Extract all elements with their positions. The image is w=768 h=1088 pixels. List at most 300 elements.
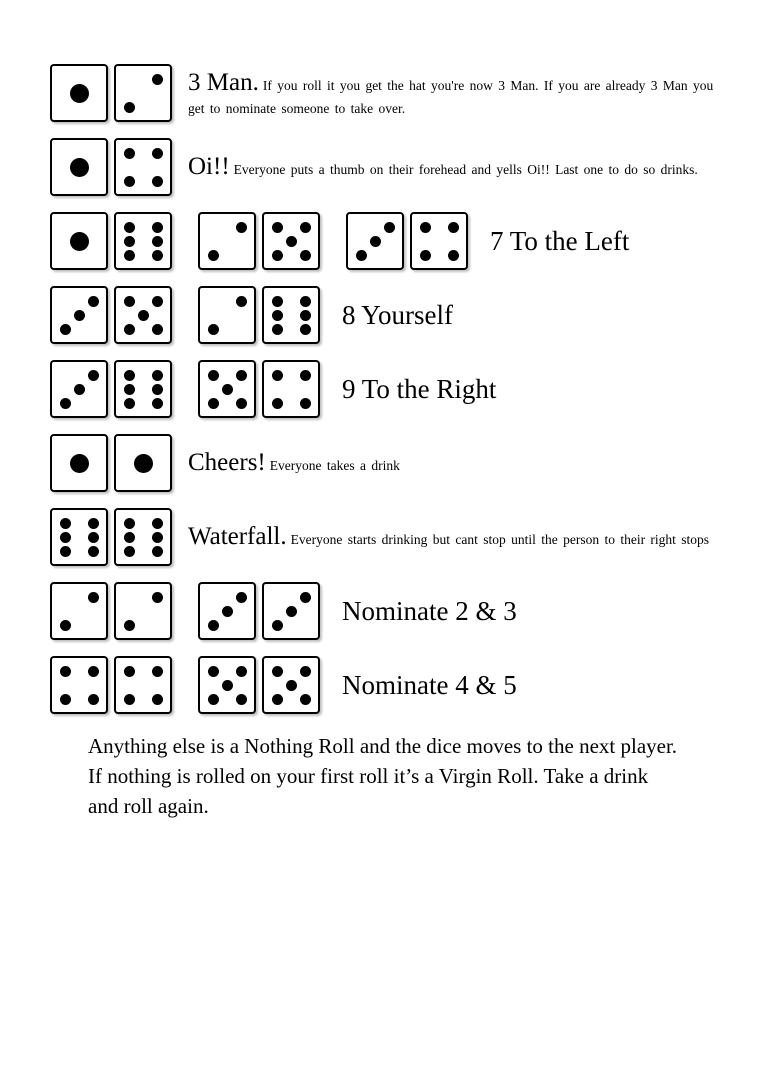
die-pip bbox=[70, 158, 89, 177]
die-pip-empty bbox=[74, 442, 85, 453]
die-pip-empty bbox=[124, 162, 135, 173]
die-face-3 bbox=[50, 286, 108, 344]
die-face-4 bbox=[114, 138, 172, 196]
die-pip bbox=[152, 148, 163, 159]
die-pip bbox=[356, 250, 367, 261]
die-face-1 bbox=[50, 212, 108, 270]
die-pip bbox=[124, 620, 135, 631]
dice-pair bbox=[198, 212, 320, 270]
die-pip-empty bbox=[222, 310, 233, 321]
dice-pair bbox=[50, 64, 172, 122]
dice-pair bbox=[198, 656, 320, 714]
die-pip-empty bbox=[152, 310, 163, 321]
die-pip-empty bbox=[138, 236, 149, 247]
rule-title: Nominate 4 & 5 bbox=[342, 669, 517, 700]
die-pip-empty bbox=[74, 370, 85, 381]
die-pip bbox=[124, 222, 135, 233]
die-pip-empty bbox=[222, 250, 233, 261]
die-face-6 bbox=[114, 360, 172, 418]
die-pip-empty bbox=[208, 310, 219, 321]
die-pip bbox=[300, 250, 311, 261]
die-pip-empty bbox=[236, 606, 247, 617]
die-pip-empty bbox=[74, 251, 85, 262]
die-pip bbox=[124, 176, 135, 187]
die-pip bbox=[88, 694, 99, 705]
die-face-1 bbox=[50, 434, 108, 492]
die-pip bbox=[208, 370, 219, 381]
rule-description: Everyone puts a thumb on their forehead and yells Oi!! Last one to do so drinks. bbox=[233, 162, 698, 178]
die-pip bbox=[236, 666, 247, 677]
die-pip-empty bbox=[89, 72, 100, 83]
die-pip-empty bbox=[300, 606, 311, 617]
die-pip-empty bbox=[58, 251, 69, 262]
die-pip bbox=[300, 310, 311, 321]
die-pip bbox=[300, 324, 311, 335]
die-pip-empty bbox=[89, 146, 100, 157]
rule-description: Everyone starts drinking but cant stop until the person to their right stops bbox=[290, 532, 710, 548]
die-pip-empty bbox=[208, 592, 219, 603]
die-pip-empty bbox=[58, 177, 69, 188]
die-pip bbox=[60, 532, 71, 543]
die-pip-empty bbox=[58, 88, 69, 99]
die-pip-empty bbox=[88, 398, 99, 409]
die-pip-empty bbox=[89, 220, 100, 231]
die-pip-empty bbox=[74, 518, 85, 529]
die-pip-empty bbox=[222, 296, 233, 307]
die-pip-empty bbox=[384, 250, 395, 261]
die-pip-empty bbox=[74, 606, 85, 617]
die-pip-empty bbox=[286, 250, 297, 261]
die-pip-empty bbox=[286, 592, 297, 603]
die-pip bbox=[236, 694, 247, 705]
die-pip-empty bbox=[138, 546, 149, 557]
die-pip bbox=[222, 606, 233, 617]
die-pip bbox=[124, 384, 135, 395]
die-pip bbox=[74, 384, 85, 395]
rule-description: If you roll it you get the hat you're now 3 Man. If you are already 3 Man you get to nominate someone to take over. bbox=[188, 78, 714, 116]
rule-row bbox=[50, 60, 718, 126]
die-pip-empty bbox=[138, 666, 149, 677]
die-pip-empty bbox=[208, 384, 219, 395]
die-pip bbox=[134, 454, 153, 473]
die-pip-empty bbox=[89, 473, 100, 484]
die-pip bbox=[300, 666, 311, 677]
dice-pair bbox=[50, 508, 172, 566]
rule-row bbox=[50, 282, 718, 348]
die-pip-empty bbox=[89, 162, 100, 173]
die-pip bbox=[272, 398, 283, 409]
die-pip-empty bbox=[89, 442, 100, 453]
die-pip bbox=[152, 546, 163, 557]
die-pip-empty bbox=[272, 236, 283, 247]
die-pip-empty bbox=[208, 296, 219, 307]
die-pip-empty bbox=[356, 236, 367, 247]
die-pip-empty bbox=[138, 620, 149, 631]
die-pip-empty bbox=[286, 222, 297, 233]
die-pip bbox=[60, 398, 71, 409]
die-pip-empty bbox=[74, 592, 85, 603]
die-face-5 bbox=[198, 360, 256, 418]
die-pip-empty bbox=[448, 236, 459, 247]
die-pip bbox=[88, 370, 99, 381]
die-pip-empty bbox=[74, 296, 85, 307]
dice-pair bbox=[198, 360, 320, 418]
die-pip-empty bbox=[300, 680, 311, 691]
die-pip bbox=[152, 666, 163, 677]
die-pip-empty bbox=[88, 680, 99, 691]
die-pip-empty bbox=[153, 442, 164, 453]
die-face-5 bbox=[262, 656, 320, 714]
die-pip bbox=[124, 666, 135, 677]
die-pip-empty bbox=[236, 250, 247, 261]
rule-text bbox=[188, 521, 718, 552]
die-pip bbox=[448, 222, 459, 233]
rule-description: Everyone takes a drink bbox=[269, 458, 400, 474]
die-pip bbox=[222, 384, 233, 395]
rule-row bbox=[50, 578, 718, 644]
die-face-4 bbox=[114, 656, 172, 714]
die-pip-empty bbox=[138, 102, 149, 113]
dice-pair bbox=[198, 582, 320, 640]
die-pip bbox=[88, 546, 99, 557]
die-pip bbox=[60, 666, 71, 677]
die-pip bbox=[272, 310, 283, 321]
rule-row bbox=[50, 430, 718, 496]
die-pip bbox=[272, 694, 283, 705]
die-pip bbox=[272, 324, 283, 335]
die-pip-empty bbox=[74, 324, 85, 335]
die-pip-empty bbox=[356, 222, 367, 233]
rule-title: Waterfall. bbox=[188, 523, 287, 551]
die-pip-empty bbox=[208, 680, 219, 691]
die-pip-empty bbox=[236, 310, 247, 321]
die-pip bbox=[272, 222, 283, 233]
die-pip bbox=[152, 592, 163, 603]
die-pip bbox=[420, 250, 431, 261]
die-pip bbox=[300, 694, 311, 705]
die-pip-empty bbox=[138, 222, 149, 233]
die-pip-empty bbox=[138, 518, 149, 529]
die-pip bbox=[152, 74, 163, 85]
die-pip-empty bbox=[74, 72, 85, 83]
die-pip-empty bbox=[124, 592, 135, 603]
die-pip-empty bbox=[434, 236, 445, 247]
die-pip-empty bbox=[208, 606, 219, 617]
die-pip-empty bbox=[60, 310, 71, 321]
die-pip-empty bbox=[222, 324, 233, 335]
die-pip-empty bbox=[222, 236, 233, 247]
die-pip-empty bbox=[286, 310, 297, 321]
die-pip-empty bbox=[222, 694, 233, 705]
die-pip bbox=[420, 222, 431, 233]
die-pip-empty bbox=[138, 88, 149, 99]
die-pip-empty bbox=[88, 606, 99, 617]
die-pip-empty bbox=[300, 236, 311, 247]
die-pip-empty bbox=[222, 666, 233, 677]
rule-text bbox=[188, 67, 718, 118]
die-pip-empty bbox=[74, 398, 85, 409]
die-pip bbox=[124, 324, 135, 335]
die-pip-empty bbox=[300, 620, 311, 631]
die-pip-empty bbox=[208, 236, 219, 247]
die-pip bbox=[124, 518, 135, 529]
die-pip bbox=[272, 666, 283, 677]
die-pip bbox=[152, 296, 163, 307]
die-face-2 bbox=[114, 582, 172, 640]
die-face-2 bbox=[198, 212, 256, 270]
die-pip-empty bbox=[60, 370, 71, 381]
die-pip bbox=[88, 592, 99, 603]
die-pip-empty bbox=[74, 532, 85, 543]
die-pip-empty bbox=[208, 222, 219, 233]
die-pip-empty bbox=[152, 620, 163, 631]
die-pip bbox=[74, 310, 85, 321]
die-pip bbox=[286, 680, 297, 691]
die-pip bbox=[124, 102, 135, 113]
die-pip bbox=[60, 620, 71, 631]
die-pip-empty bbox=[152, 88, 163, 99]
die-pip-empty bbox=[138, 384, 149, 395]
rule-row bbox=[50, 208, 718, 274]
rule-row bbox=[50, 652, 718, 718]
die-pip bbox=[208, 666, 219, 677]
die-face-2 bbox=[198, 286, 256, 344]
die-pip-empty bbox=[286, 398, 297, 409]
die-pip-empty bbox=[236, 620, 247, 631]
die-pip-empty bbox=[138, 162, 149, 173]
die-pip-empty bbox=[74, 220, 85, 231]
die-pip bbox=[152, 176, 163, 187]
die-pip-empty bbox=[138, 176, 149, 187]
die-pip bbox=[236, 370, 247, 381]
die-pip bbox=[208, 250, 219, 261]
die-pip-empty bbox=[384, 236, 395, 247]
die-face-6 bbox=[114, 212, 172, 270]
die-face-4 bbox=[410, 212, 468, 270]
die-pip-empty bbox=[138, 324, 149, 335]
die-pip bbox=[300, 370, 311, 381]
die-pip-empty bbox=[222, 398, 233, 409]
die-pip-empty bbox=[236, 680, 247, 691]
die-pip-empty bbox=[236, 324, 247, 335]
die-pip-empty bbox=[286, 370, 297, 381]
die-pip-empty bbox=[58, 72, 69, 83]
die-pip bbox=[300, 222, 311, 233]
dice-pair bbox=[346, 212, 468, 270]
die-pip bbox=[124, 370, 135, 381]
dice-pair bbox=[50, 138, 172, 196]
die-face-6 bbox=[262, 286, 320, 344]
die-pip-empty bbox=[74, 546, 85, 557]
die-pip bbox=[152, 518, 163, 529]
die-pip bbox=[88, 666, 99, 677]
die-pip-empty bbox=[272, 592, 283, 603]
die-pip bbox=[152, 370, 163, 381]
die-pip-empty bbox=[236, 236, 247, 247]
die-face-1 bbox=[50, 64, 108, 122]
die-pip bbox=[138, 310, 149, 321]
die-pip bbox=[152, 694, 163, 705]
die-pip bbox=[300, 398, 311, 409]
die-pip-empty bbox=[153, 458, 164, 469]
rule-title: 9 To the Right bbox=[342, 373, 497, 404]
die-pip bbox=[70, 454, 89, 473]
die-pip bbox=[208, 620, 219, 631]
die-face-4 bbox=[50, 656, 108, 714]
die-pip-empty bbox=[138, 606, 149, 617]
die-pip bbox=[124, 148, 135, 159]
die-pip-empty bbox=[58, 103, 69, 114]
die-pip-empty bbox=[153, 473, 164, 484]
rule-text bbox=[188, 151, 718, 182]
die-pip bbox=[152, 236, 163, 247]
die-pip-empty bbox=[58, 473, 69, 484]
die-pip-empty bbox=[60, 680, 71, 691]
die-pip-empty bbox=[152, 102, 163, 113]
die-pip bbox=[152, 532, 163, 543]
die-pip-empty bbox=[138, 296, 149, 307]
die-pip-empty bbox=[89, 236, 100, 247]
die-pip-empty bbox=[138, 442, 149, 453]
die-pip-empty bbox=[286, 666, 297, 677]
dice-pair bbox=[50, 286, 172, 344]
die-pip-empty bbox=[88, 324, 99, 335]
die-pip bbox=[88, 532, 99, 543]
die-pip-empty bbox=[58, 458, 69, 469]
die-pip-empty bbox=[300, 384, 311, 395]
die-face-3 bbox=[198, 582, 256, 640]
die-pip bbox=[70, 84, 89, 103]
die-pip-empty bbox=[60, 296, 71, 307]
die-pip-empty bbox=[272, 606, 283, 617]
rule-title: 8 Yourself bbox=[342, 299, 454, 330]
die-pip bbox=[124, 296, 135, 307]
die-pip bbox=[236, 296, 247, 307]
die-pip bbox=[208, 398, 219, 409]
dice-pair bbox=[50, 212, 172, 270]
die-pip-empty bbox=[286, 384, 297, 395]
die-pip-empty bbox=[124, 74, 135, 85]
die-pip-empty bbox=[124, 680, 135, 691]
die-pip-empty bbox=[122, 458, 133, 469]
rules-list bbox=[50, 60, 718, 718]
die-pip bbox=[370, 236, 381, 247]
die-pip-empty bbox=[286, 296, 297, 307]
dice-pair bbox=[198, 286, 320, 344]
die-pip-empty bbox=[138, 250, 149, 261]
die-pip-empty bbox=[222, 370, 233, 381]
die-pip bbox=[88, 518, 99, 529]
die-pip-empty bbox=[89, 458, 100, 469]
die-pip-empty bbox=[286, 324, 297, 335]
die-pip-empty bbox=[88, 384, 99, 395]
die-pip-empty bbox=[89, 251, 100, 262]
die-face-2 bbox=[114, 64, 172, 122]
footer-note: Anything else is a Nothing Roll and the dice moves to the next player. If nothing is rolled on your first roll it’s a Virgin Roll. Take a drink and roll again. bbox=[88, 734, 678, 818]
die-pip bbox=[272, 370, 283, 381]
die-face-3 bbox=[50, 360, 108, 418]
die-pip bbox=[152, 398, 163, 409]
die-pip-empty bbox=[60, 606, 71, 617]
die-pip bbox=[384, 222, 395, 233]
dice-pair bbox=[50, 360, 172, 418]
rule-title: Nominate 2 & 3 bbox=[342, 595, 517, 626]
die-pip-empty bbox=[74, 103, 85, 114]
die-pip bbox=[124, 546, 135, 557]
die-pip-empty bbox=[272, 680, 283, 691]
rule-title: 7 To the Left bbox=[490, 225, 630, 256]
die-face-3 bbox=[346, 212, 404, 270]
die-pip-empty bbox=[74, 694, 85, 705]
die-pip bbox=[124, 236, 135, 247]
rule-row bbox=[50, 504, 718, 570]
die-pip-empty bbox=[138, 680, 149, 691]
die-pip-empty bbox=[89, 177, 100, 188]
die-pip-empty bbox=[152, 606, 163, 617]
die-face-4 bbox=[262, 360, 320, 418]
die-pip-empty bbox=[138, 370, 149, 381]
die-pip-empty bbox=[74, 177, 85, 188]
rule-row bbox=[50, 134, 718, 200]
die-face-5 bbox=[198, 656, 256, 714]
die-pip-empty bbox=[88, 310, 99, 321]
die-pip bbox=[60, 694, 71, 705]
die-pip bbox=[300, 592, 311, 603]
rule-title: Cheers! bbox=[188, 449, 266, 477]
die-pip-empty bbox=[58, 162, 69, 173]
die-pip-empty bbox=[138, 532, 149, 543]
die-pip-empty bbox=[89, 88, 100, 99]
die-face-1 bbox=[50, 138, 108, 196]
die-pip-empty bbox=[286, 620, 297, 631]
die-pip-empty bbox=[74, 146, 85, 157]
die-pip-empty bbox=[370, 250, 381, 261]
die-face-5 bbox=[114, 286, 172, 344]
die-pip-empty bbox=[222, 620, 233, 631]
die-pip-empty bbox=[370, 222, 381, 233]
die-pip bbox=[152, 250, 163, 261]
die-pip-empty bbox=[124, 606, 135, 617]
die-pip-empty bbox=[434, 222, 445, 233]
rule-text bbox=[188, 447, 718, 478]
die-pip-empty bbox=[88, 620, 99, 631]
die-pip bbox=[124, 398, 135, 409]
die-pip-empty bbox=[138, 398, 149, 409]
die-face-1 bbox=[114, 434, 172, 492]
die-pip bbox=[152, 384, 163, 395]
die-pip-empty bbox=[124, 310, 135, 321]
die-pip-empty bbox=[58, 236, 69, 247]
die-pip bbox=[272, 296, 283, 307]
die-pip-empty bbox=[58, 220, 69, 231]
die-pip-empty bbox=[286, 694, 297, 705]
die-pip bbox=[60, 324, 71, 335]
die-pip-empty bbox=[152, 162, 163, 173]
die-pip bbox=[300, 296, 311, 307]
die-pip bbox=[60, 518, 71, 529]
die-pip-empty bbox=[60, 384, 71, 395]
die-face-5 bbox=[262, 212, 320, 270]
die-pip bbox=[152, 324, 163, 335]
die-pip bbox=[286, 606, 297, 617]
dice-pair bbox=[50, 656, 172, 714]
die-pip bbox=[272, 250, 283, 261]
die-face-6 bbox=[114, 508, 172, 566]
die-pip bbox=[70, 232, 89, 251]
die-face-6 bbox=[50, 508, 108, 566]
rule-row bbox=[50, 356, 718, 422]
dice-pair bbox=[50, 582, 172, 640]
